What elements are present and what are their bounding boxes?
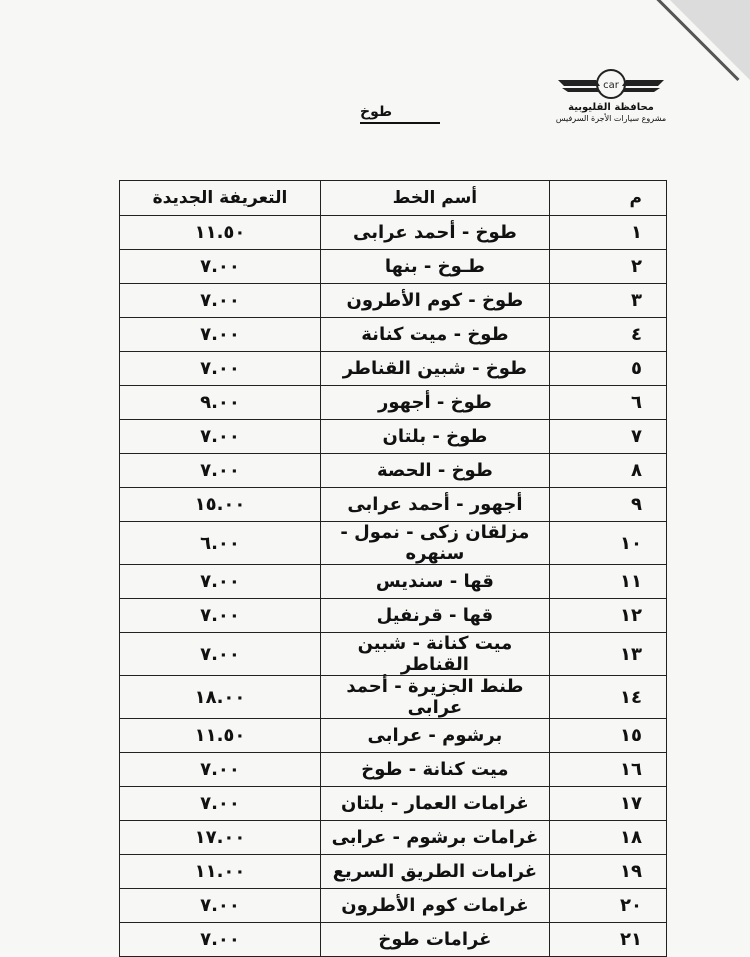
table-row — [120, 420, 667, 454]
row-number: ٧ — [549, 420, 666, 454]
row-number: ٤ — [549, 318, 666, 352]
svg-text:car: car — [603, 80, 619, 91]
row-number: ٨ — [549, 454, 666, 488]
row-line-name: قها - سنديس — [321, 565, 550, 599]
row-line-name: طوخ - كوم الأطرون — [321, 284, 550, 318]
row-fare: ٧.٠٠ — [120, 633, 321, 676]
row-fare: ٧.٠٠ — [120, 420, 321, 454]
row-fare: ٧.٠٠ — [120, 753, 321, 787]
row-fare: ٦.٠٠ — [120, 522, 321, 565]
row-number: ١٦ — [549, 753, 666, 787]
row-fare: ٧.٠٠ — [120, 352, 321, 386]
row-number: ٩ — [549, 488, 666, 522]
row-number: ١٠ — [549, 522, 666, 565]
header-new-fare: التعريفة الجديدة — [120, 181, 321, 216]
table-row — [120, 250, 667, 284]
table-header-row — [120, 181, 667, 216]
row-line-name: برشوم - عرابى — [321, 719, 550, 753]
row-number: ١٥ — [549, 719, 666, 753]
table-row — [120, 522, 667, 565]
table-row — [120, 216, 667, 250]
header-num: م — [549, 181, 666, 216]
row-number: ١٧ — [549, 787, 666, 821]
row-fare: ١١.٠٠ — [120, 855, 321, 889]
row-number: ١١ — [549, 565, 666, 599]
row-number: ٢١ — [549, 923, 666, 957]
winged-emblem-icon — [556, 66, 666, 102]
table-row — [120, 633, 667, 676]
row-number: ٢ — [549, 250, 666, 284]
row-line-name: غرامات الطريق السريع — [321, 855, 550, 889]
row-fare: ١٨.٠٠ — [120, 676, 321, 719]
header-line-name: أسم الخط — [321, 181, 550, 216]
row-number: ٣ — [549, 284, 666, 318]
row-number: ١٨ — [549, 821, 666, 855]
table-row — [120, 889, 667, 923]
row-fare: ٧.٠٠ — [120, 599, 321, 633]
table-row — [120, 676, 667, 719]
row-fare: ٧.٠٠ — [120, 923, 321, 957]
row-number: ٥ — [549, 352, 666, 386]
table-row — [120, 386, 667, 420]
row-line-name: طـوخ - بنها — [321, 250, 550, 284]
row-line-name: طوخ - الحصة — [321, 454, 550, 488]
table-row — [120, 923, 667, 957]
row-line-name: طوخ - بلتان — [321, 420, 550, 454]
row-line-name: غرامات طوخ — [321, 923, 550, 957]
table-row — [120, 488, 667, 522]
page-corner-fold — [670, 0, 750, 80]
table-row — [120, 599, 667, 633]
row-fare: ٧.٠٠ — [120, 889, 321, 923]
row-number: ٢٠ — [549, 889, 666, 923]
row-fare: ١١.٥٠ — [120, 216, 321, 250]
fare-table — [119, 180, 667, 957]
row-line-name: غرامات برشوم - عرابى — [321, 821, 550, 855]
logo-project-name: مشروع سيارات الأجرة السرفيس — [555, 114, 667, 123]
logo-governorate-name: محافظة القليوبية — [568, 102, 654, 113]
row-line-name: طوخ - أجهور — [321, 386, 550, 420]
row-number: ٦ — [549, 386, 666, 420]
row-number: ١٣ — [549, 633, 666, 676]
row-line-name: غرامات كوم الأطرون — [321, 889, 550, 923]
row-line-name: قها - قرنفيل — [321, 599, 550, 633]
row-line-name: طوخ - أحمد عرابى — [321, 216, 550, 250]
row-line-name: ميت كنانة - طوخ — [321, 753, 550, 787]
table-row — [120, 855, 667, 889]
table-row — [120, 454, 667, 488]
row-fare: ٧.٠٠ — [120, 250, 321, 284]
governorate-logo — [546, 66, 676, 136]
table-row — [120, 318, 667, 352]
row-number: ١ — [549, 216, 666, 250]
row-fare: ٧.٠٠ — [120, 454, 321, 488]
table-row — [120, 565, 667, 599]
table-row — [120, 787, 667, 821]
row-number: ١٩ — [549, 855, 666, 889]
row-line-name: طوخ - شبين القناطر — [321, 352, 550, 386]
row-number: ١٢ — [549, 599, 666, 633]
row-fare: ١٥.٠٠ — [120, 488, 321, 522]
page-title: طوخ — [360, 104, 393, 120]
row-fare: ٧.٠٠ — [120, 284, 321, 318]
title-underline — [360, 122, 440, 124]
row-fare: ٧.٠٠ — [120, 787, 321, 821]
row-line-name: أجهور - أحمد عرابى — [321, 488, 550, 522]
row-fare: ١٧.٠٠ — [120, 821, 321, 855]
row-line-name: ميت كنانة - شبين القناطر — [321, 633, 550, 676]
row-fare: ٧.٠٠ — [120, 318, 321, 352]
row-line-name: طنط الجزيرة - أحمد عرابى — [321, 676, 550, 719]
row-number: ١٤ — [549, 676, 666, 719]
table-row — [120, 284, 667, 318]
table-row — [120, 352, 667, 386]
row-fare: ٧.٠٠ — [120, 565, 321, 599]
table-row — [120, 719, 667, 753]
row-line-name: طوخ - ميت كنانة — [321, 318, 550, 352]
row-line-name: غرامات العمار - بلتان — [321, 787, 550, 821]
row-fare: ١١.٥٠ — [120, 719, 321, 753]
table-row — [120, 753, 667, 787]
row-fare: ٩.٠٠ — [120, 386, 321, 420]
table-row — [120, 821, 667, 855]
row-line-name: مزلقان زكى - نمول - سنهره — [321, 522, 550, 565]
